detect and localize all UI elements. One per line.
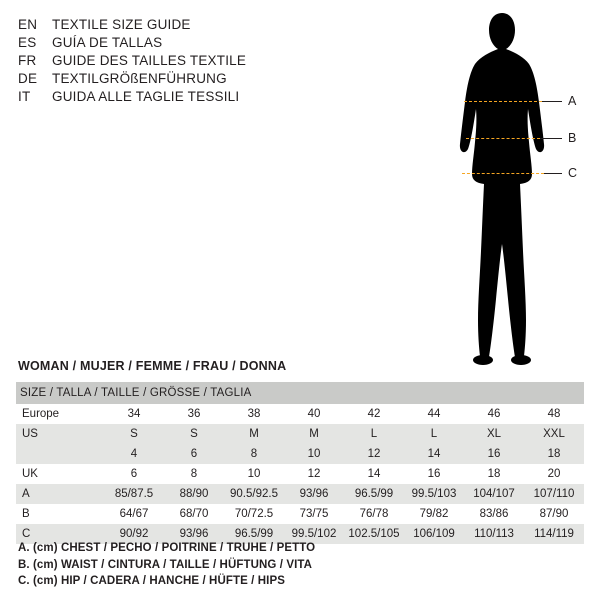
language-row xyxy=(18,34,348,52)
cell: 12 xyxy=(284,464,344,484)
cell: 18 xyxy=(464,464,524,484)
cell: 79/82 xyxy=(404,504,464,524)
cell: 110/113 xyxy=(464,524,524,544)
cell: 44 xyxy=(404,404,464,424)
language-row xyxy=(18,70,348,88)
cell: 10 xyxy=(224,464,284,484)
footnote-chest: A. (cm) CHEST / PECHO / POITRINE / TRUHE / PETTO xyxy=(18,542,316,554)
footnote-hip: C. (cm) HIP / CADERA / HANCHE / HÜFTE / HIPS xyxy=(18,575,286,587)
cell: 38 xyxy=(224,404,284,424)
hip-measure-label: C xyxy=(568,166,578,180)
cell: 46 xyxy=(464,404,524,424)
table-row xyxy=(16,404,584,424)
cell: 16 xyxy=(464,444,524,464)
chest-measure-label: A xyxy=(568,94,577,108)
footnote-waist: B. (cm) WAIST / CINTURA / TAILLE / HÜFTUNG / VITA xyxy=(18,558,313,571)
cell: 99.5/102 xyxy=(284,524,344,544)
cell: 93/96 xyxy=(284,484,344,504)
cell: 114/119 xyxy=(524,524,584,544)
table-band-title: SIZE / TALLA / TAILLE / GRÖSSE / TAGLIA xyxy=(16,382,584,404)
cell: 93/96 xyxy=(164,524,224,544)
cell: 102.5/105 xyxy=(344,524,404,544)
cell: 14 xyxy=(404,444,464,464)
waist-measure-line xyxy=(466,138,540,139)
cell: 106/109 xyxy=(404,524,464,544)
cell: 6 xyxy=(104,464,164,484)
language-text: GUIDA ALLE TAGLIE TESSILI xyxy=(52,89,240,104)
chest-measure-line xyxy=(464,101,542,102)
cell: 104/107 xyxy=(464,484,524,504)
silhouette-icon xyxy=(430,8,590,378)
cell: 4 xyxy=(104,444,164,464)
language-code: DE xyxy=(18,71,38,86)
cell: 20 xyxy=(524,464,584,484)
cell: M xyxy=(224,424,284,444)
row-label: UK xyxy=(16,464,104,484)
cell: 34 xyxy=(104,404,164,424)
language-code: ES xyxy=(18,35,37,50)
cell: XXL xyxy=(524,424,584,444)
cell: 96.5/99 xyxy=(344,484,404,504)
cell: L xyxy=(404,424,464,444)
cell: 8 xyxy=(224,444,284,464)
cell: XL xyxy=(464,424,524,444)
language-text: TEXTILGRÖßENFÜHRUNG xyxy=(52,71,227,86)
footnote-list xyxy=(18,540,418,590)
cell: 99.5/103 xyxy=(404,484,464,504)
table-header-band xyxy=(16,382,584,404)
group-title: WOMAN / MUJER / FEMME / FRAU / DONNA xyxy=(18,359,287,373)
cell: S xyxy=(164,424,224,444)
row-label: US xyxy=(16,424,104,444)
row-label xyxy=(16,444,104,464)
waist-leader-line xyxy=(540,138,562,139)
cell: 88/90 xyxy=(164,484,224,504)
cell: 6 xyxy=(164,444,224,464)
language-row xyxy=(18,16,348,34)
table-row xyxy=(16,464,584,484)
language-header-list xyxy=(18,16,348,106)
cell: 36 xyxy=(164,404,224,424)
cell: 68/70 xyxy=(164,504,224,524)
cell: 48 xyxy=(524,404,584,424)
cell: 42 xyxy=(344,404,404,424)
cell: 12 xyxy=(344,444,404,464)
language-row xyxy=(18,88,348,106)
table-row xyxy=(16,444,584,464)
language-row xyxy=(18,52,348,70)
chest-leader-line xyxy=(542,101,562,102)
cell: 14 xyxy=(344,464,404,484)
language-code: EN xyxy=(18,17,38,32)
table-row xyxy=(16,504,584,524)
language-text: GUIDE DES TAILLES TEXTILE xyxy=(52,53,247,68)
cell: L xyxy=(344,424,404,444)
cell: 96.5/99 xyxy=(224,524,284,544)
cell: M xyxy=(284,424,344,444)
cell: 83/86 xyxy=(464,504,524,524)
language-text: TEXTILE SIZE GUIDE xyxy=(52,17,191,32)
cell: 18 xyxy=(524,444,584,464)
hip-leader-line xyxy=(544,173,562,174)
cell: 10 xyxy=(284,444,344,464)
language-code: FR xyxy=(18,53,37,68)
language-text: GUÍA DE TALLAS xyxy=(52,35,163,50)
cell: 107/110 xyxy=(524,484,584,504)
table-row xyxy=(16,484,584,504)
cell: 90.5/92.5 xyxy=(224,484,284,504)
cell: 90/92 xyxy=(104,524,164,544)
cell: 40 xyxy=(284,404,344,424)
waist-measure-label: B xyxy=(568,131,577,145)
female-silhouette-figure xyxy=(430,8,590,378)
row-label: Europe xyxy=(16,404,104,424)
cell: 73/75 xyxy=(284,504,344,524)
cell: 64/67 xyxy=(104,504,164,524)
cell: 16 xyxy=(404,464,464,484)
cell: 85/87.5 xyxy=(104,484,164,504)
row-label: B xyxy=(16,504,104,524)
cell: S xyxy=(104,424,164,444)
cell: 87/90 xyxy=(524,504,584,524)
hip-measure-line xyxy=(462,173,544,174)
cell: 76/78 xyxy=(344,504,404,524)
language-code: IT xyxy=(18,89,31,104)
row-label: A xyxy=(16,484,104,504)
cell: 8 xyxy=(164,464,224,484)
size-table xyxy=(16,382,584,544)
table-row xyxy=(16,424,584,444)
cell: 70/72.5 xyxy=(224,504,284,524)
row-label: C xyxy=(16,524,104,544)
